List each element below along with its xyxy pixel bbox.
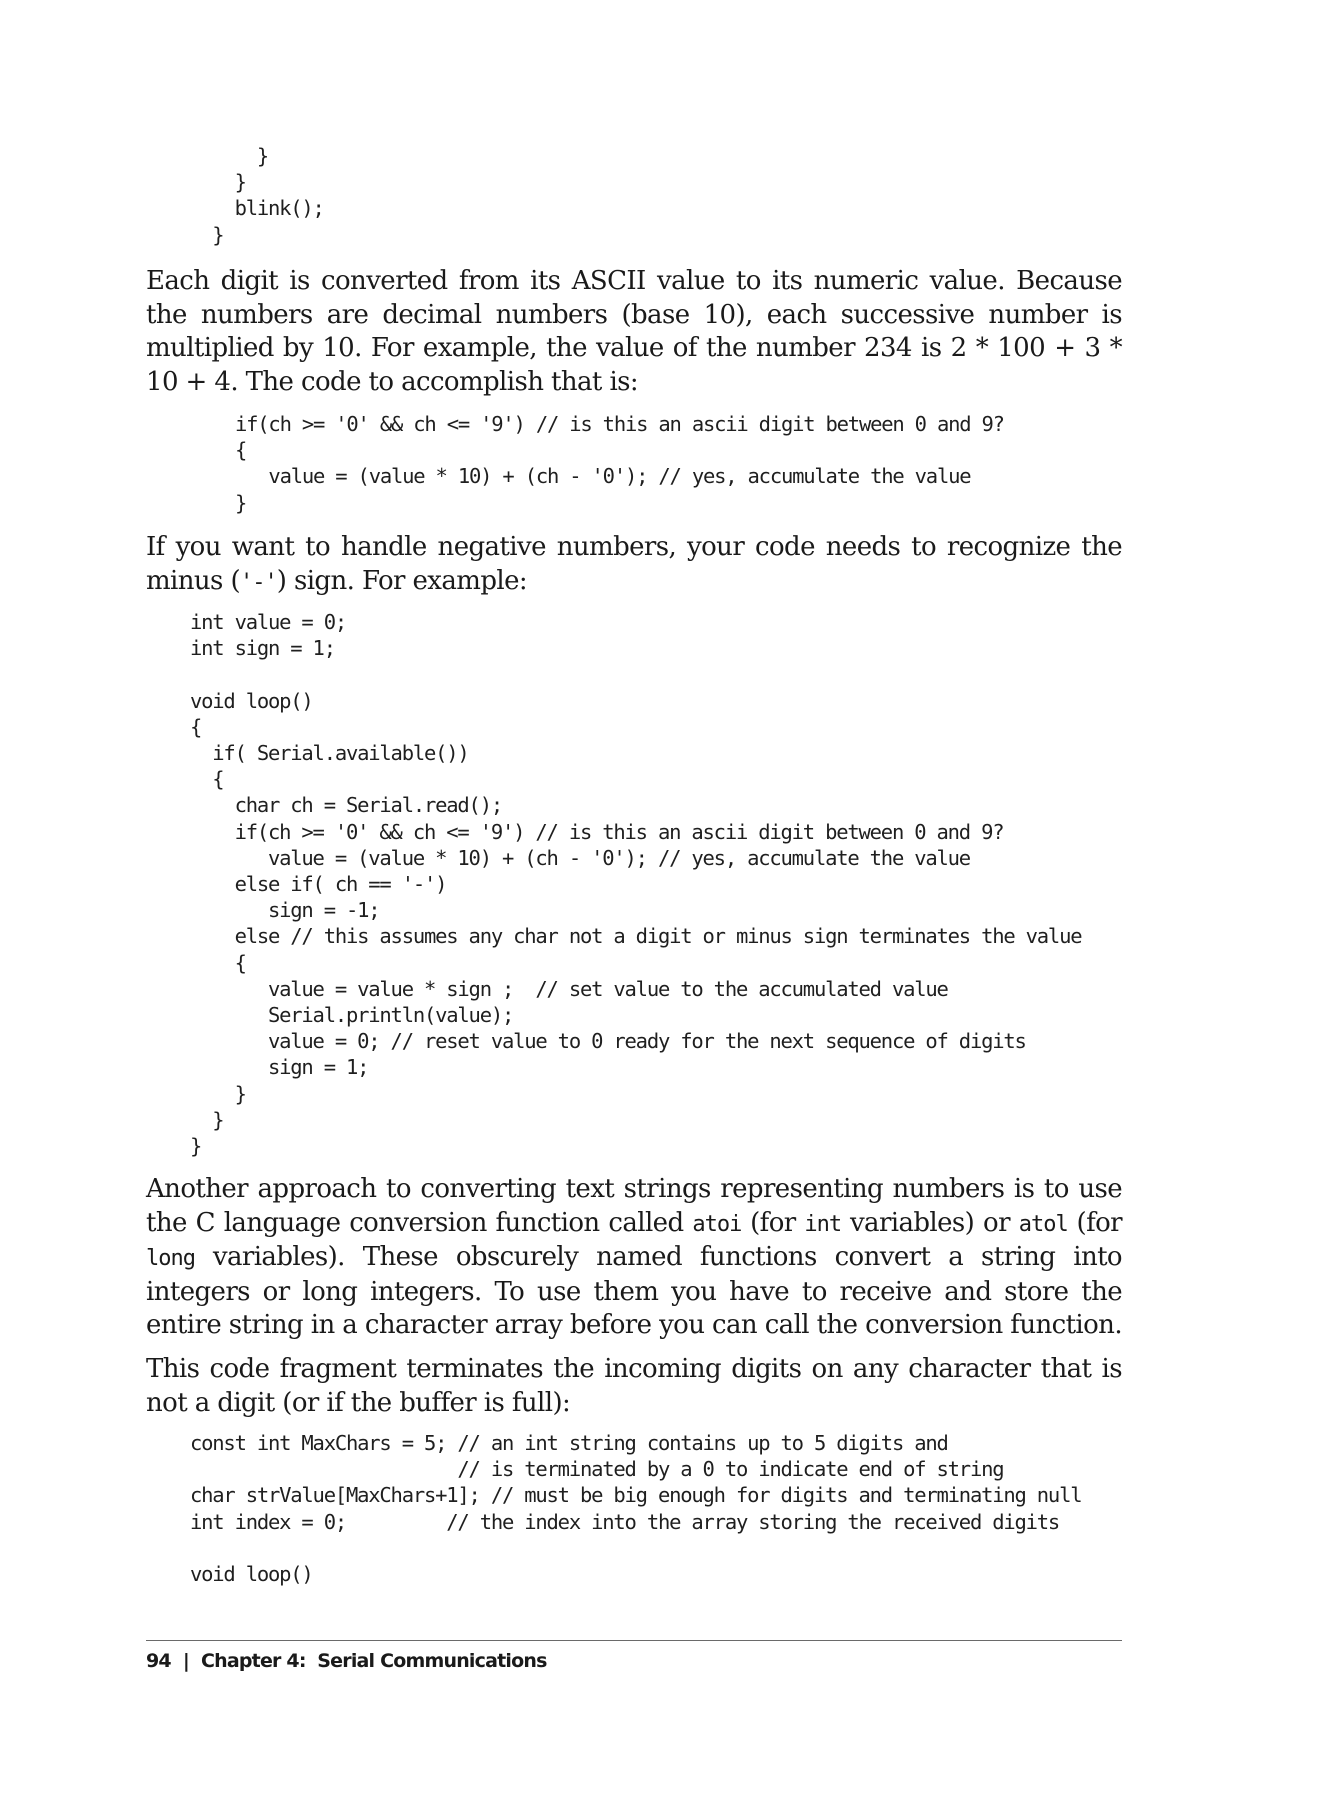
inline-code-int: int xyxy=(804,1211,842,1237)
paragraph-text: Another approach to converting text strings representing numbers is to use the C language conversion function called xyxy=(146,1174,1122,1238)
paragraph-negative-numbers xyxy=(146,531,1122,599)
code-block-digit-accumulate: if(ch >= '0' && ch <= '9') // is this an ascii digit between 0 and 9? { value = (value * 10) + (ch - '0'); // yes, accumulate the value } xyxy=(235,412,1004,515)
paragraph-text: (for xyxy=(1067,1207,1122,1238)
inline-code-long: long xyxy=(146,1246,195,1271)
code-block-atoi: const int MaxChars = 5; // an int string contains up to 5 digits and // is terminated by a 0 to indicate end of string char strValue[MaxChars+1]; // must be big enough for digits and terminating null int index = 0; // the index into the array storing the received digits void loop() xyxy=(190,1431,1082,1587)
paragraph-text: variables). These obscurely named functions convert a string into integers or long integers. To use them you have to receive and store the entire string in a character array before you can call the conversion function. xyxy=(146,1242,1122,1340)
paragraph-text: If you want to handle negative numbers, your code needs to recognize the minus ( xyxy=(146,532,1122,596)
paragraph-text: (for xyxy=(741,1207,805,1238)
page-footer xyxy=(146,1650,547,1672)
inline-code-atol: atol xyxy=(1018,1211,1068,1237)
paragraph-text: variables) or xyxy=(841,1207,1019,1238)
inline-code: '-' xyxy=(240,569,277,595)
paragraph-ascii-conversion: Each digit is converted from its ASCII value to its numeric value. Because the numbers are decimal numbers (base 10), each successive number is multiplied by 10. For example, the value of the number 234 is 2 * 100 + 3 * 10 + 4. The code to accomplish that is: xyxy=(146,266,1122,397)
code-block-loop-end: } } blink(); } xyxy=(212,144,324,247)
footer-separator: | xyxy=(182,1650,189,1672)
paragraph-text: ) sign. For example: xyxy=(276,565,528,596)
chapter-title: Chapter 4: Serial Communications xyxy=(200,1650,547,1672)
paragraph-fragment-description: This code fragment terminates the incoming digits on any character that is not a digit (or if the buffer is full): xyxy=(146,1354,1122,1418)
paragraph-atoi-approach xyxy=(146,1173,1122,1343)
code-block-negative-numbers: int value = 0; int sign = 1; void loop() { if( Serial.available()) { char ch = Serial.read(); if(ch >= '0' && ch <= '9') // is this an ascii digit between 0 and 9? value = (value * 10) + (ch - '0'); // yes, accumulate the value else if( ch == '-') sign = -1; else // this assumes any char not a digit or minus sign terminates the value { value = value * sign ; // set value to the accumulated value Serial.println(value); value = 0; // reset value to 0 ready for the next sequence of digits sign = 1; } } } xyxy=(190,610,1082,1159)
page-number: 94 xyxy=(146,1650,171,1672)
inline-code-atoi: atoi xyxy=(692,1211,742,1237)
footer-rule xyxy=(146,1640,1122,1641)
